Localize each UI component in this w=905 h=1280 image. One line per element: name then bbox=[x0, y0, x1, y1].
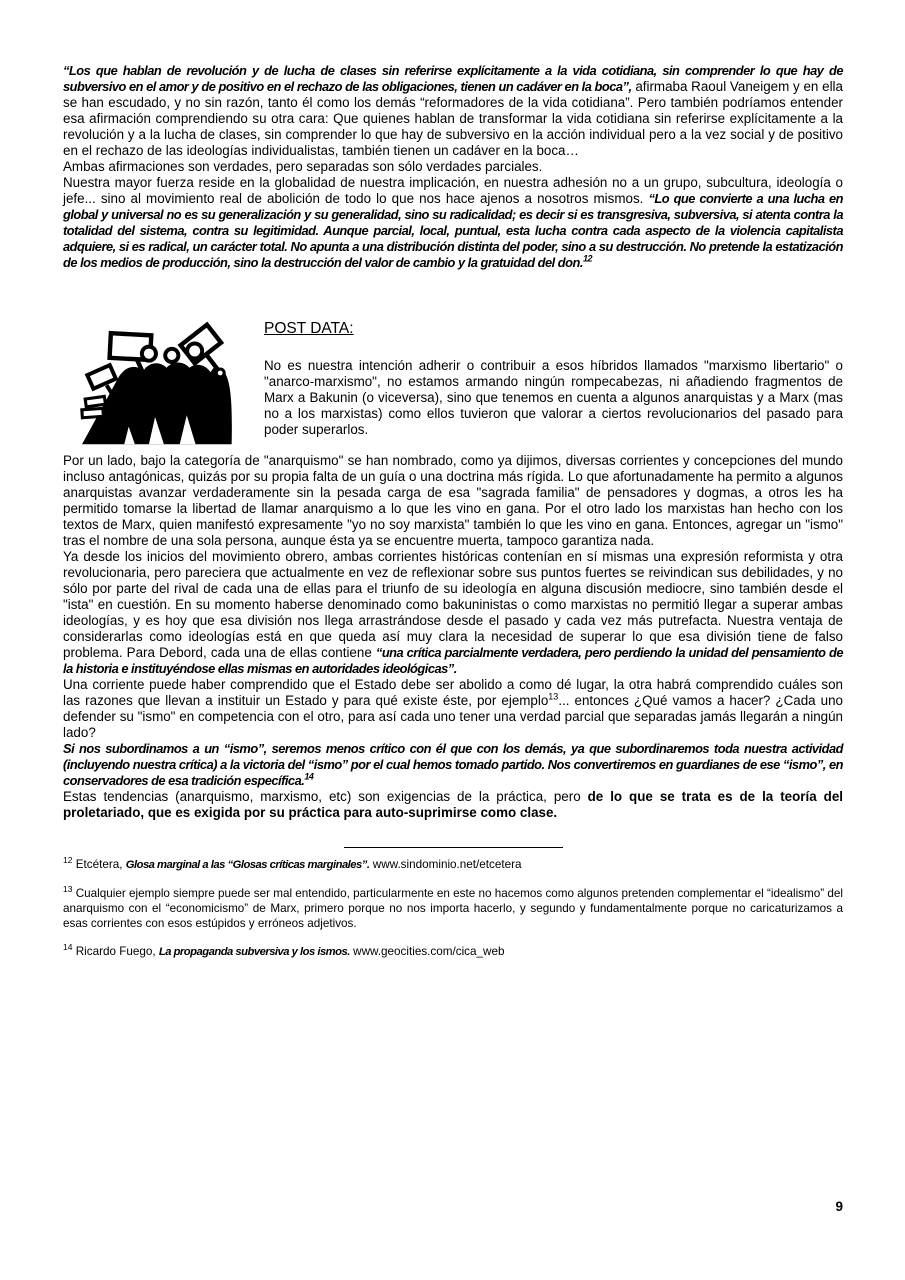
paragraph-una-corriente: Una corriente puede haber comprendido que el Estado debe ser abolido a como dé lugar, la otra habrá comprendido cuáles son las razones que llevan a instituir un Estado y para qué existe éste, por ejemplo$^{13}$... entonces ¿Qué vamos a hacer? ¿Cada uno defender su "ismo" en competencia con el otro, para así cada uno tener una verdad parcial que separadas jamás llegarán a ningún lado? bbox=[63, 677, 844, 740]
footnote-14 bbox=[63, 944, 843, 960]
footnote-13 bbox=[63, 886, 843, 931]
postdata-section bbox=[63, 315, 843, 453]
paragraph-por-un-lado: Por un lado, bajo la categoría de "anarquismo" se han nombrado, como ya dijimos, diversas corrientes y concepciones del mundo incluso antagónicas, quizás por su propia falta de un guía o una doctrina más rígida. Lo que afortunadamente ha permito a algunos anarquistas avanzar verdaderamente sin la pesada carga de esa "sagrada familia" de pensadores y dogmas, a otros les ha permitido tomarse la libertad de llamar anarquismo a lo que les vino en gana. Por el otro lado los marxistas han hecho con los textos de Marx, quien manifestó expresamente "yo no soy marxista" también lo que les vino en gana. Entonces, agregar un "ismo" tras el nombre de una sola persona, aunque ésta ya se encuentre muerta, tampoco garantiza nada. bbox=[63, 453, 843, 548]
footnote-13-marker: 13 bbox=[63, 884, 73, 895]
footnote-12 bbox=[63, 857, 843, 873]
footnote-14-marker: 14 bbox=[63, 942, 73, 953]
paragraph-nuestra-mayor-fuerza: Nuestra mayor fuerza reside en la globalidad de nuestra implicación, en nuestra adhesión no a un grupo, subcultura, ideología o jefe... sino al movimiento real de abolición de todo lo que nos hace ajenos a nosotros mismos. “Lo que convierte a una lucha en global y universal no es su generalización y su generalidad, sino su radicalidad; es decir si es transgresiva, subversiva, si atenta contra la totalidad del sistema, contra su legitimidad. Aunque parcial, local, puntual, esta lucha contra cada aspecto de la violencia capitalista adquiere, si es radical, un carácter total. No apunta a una distribución distinta del poder, sino a su destrucción. No pretende la estatización de los medios de producción, sino la destrucción del valor de cambio y la gratuidad del don.$^{12}$ bbox=[63, 175, 843, 270]
footnotes bbox=[63, 857, 843, 960]
protest-crowd-placards-illustration bbox=[75, 315, 251, 453]
footnote-separator-rule bbox=[344, 847, 563, 848]
footnote-12-text: Etcétera, Glosa marginal a las “Glosas críticas marginales”. www.sindominio.net/etcetera bbox=[72, 858, 522, 871]
footnote-12-marker: 12 bbox=[63, 855, 73, 866]
page-number: 9 bbox=[835, 1199, 843, 1214]
postdata-text-column bbox=[264, 315, 843, 438]
paragraph-ya-desde-los-inicios: Ya desde los inicios del movimiento obrero, ambas corrientes históricas contenían en sí mismas una expresión reformista y otra revolucionaria, pero pareciera que actualmente en vez de reflexionar sobre sus puntos fuertes se reivindican sus debilidades, y no sólo por parte del rival de cada una de ellas para el triunfo de su ideología en alguna discusión mediocre, sino también desde el "ista" en cuestión. En su momento haberse denominado como bakuninistas o como marxistas no permitió llegar a superar ambas ideologías, y es hoy que esa división nos llega arrastrándose desde el pasado y cada vez más putrefacta. Nuestra ventaja de considerarlas como ideologías está en que queda así muy clara la necesidad de superar lo que esa división tiene de falso problema. Para Debord, cada una de ellas contiene “una crítica parcialmente verdadera, pero perdiendo la unidad del pensamiento de la historia e instituyéndose ellas mismas en autoridades ideológicas”. bbox=[63, 549, 843, 676]
footnote-14-text: Ricardo Fuego, La propaganda subversiva y los ismos. www.geocities.com/cica_web bbox=[72, 945, 505, 958]
paragraph-estas-tendencias: Estas tendencias (anarquismo, marxismo, etc) son exigencias de la práctica, pero de lo que se trata es de la teoría del proletariado, que es exigida por su práctica para auto-suprimirse como clase. bbox=[63, 789, 843, 820]
paragraph-vaneigem-quote: “Los que hablan de revolución y de lucha de clases sin referirse explícitamente a la vida cotidiana, sin comprender lo que hay de subversivo en el amor y de positivo en el rechazo de las obligaciones, tienen un cadáver en la boca”, afirmaba Raoul Vaneigem y en ella se han escudado, y no sin razón, tanto él como los demás “reformadores de la vida cotidiana”. Pero también podríamos entender esa afirmación comprendiendo su otra cara: Que quienes hablan de transformar la vida cotidiana sin referirse explícitamente a la revolución y a la lucha de clases, sin comprender lo que hay de subversivo en la acción individual pero a la vez social y de positivo en el rechazo de las ideologías individualistas, también tienen un cadáver en la boca… bbox=[63, 63, 843, 158]
footnote-13-text: Cualquier ejemplo siempre puede ser mal entendido, particularmente en este no hacemos como algunos pretenden complementar el “idealismo” del anarquismo con el “economicismo” de Marx, primero porque no nos importa hacerlo, y segundo y fundamentalmente porque no caricaturizamos a esas corrientes con esos estúpidos y erróneos adjetivos. bbox=[63, 887, 843, 930]
paragraph-si-nos-subordinamos: Si nos subordinamos a un “ismo”, seremos menos crítico con él que con los demás, ya que subordinaremos toda nuestra actividad (incluyendo nuestra crítica) a la victoria del “ismo” por el cual hemos tomado partido. Nos convertiremos en guardianes de ese “ismo”, en conservadores de esa tradición específica.$^{14}$ bbox=[63, 741, 843, 788]
paragraph-ambas-afirmaciones: Ambas afirmaciones son verdades, pero separadas son sólo verdades parciales. bbox=[63, 159, 543, 174]
paragraph-postdata: No es nuestra intención adherir o contribuir a esos híbridos llamados "marxismo libertario" o "anarco-marxismo", no estamos armando ningún rompecabezas, ni añadiendo fragmentos de Marx a Bakunin (o viceversa), sino que tenemos en cuenta a algunos anarquistas y a Marx (mas no a los marxistas) como ellos tuvieron que valorar a ciertos revolucionarios del pasado para poder superarlos. bbox=[264, 358, 843, 437]
postdata-heading: POST DATA: bbox=[264, 320, 354, 337]
page-content bbox=[63, 63, 843, 960]
